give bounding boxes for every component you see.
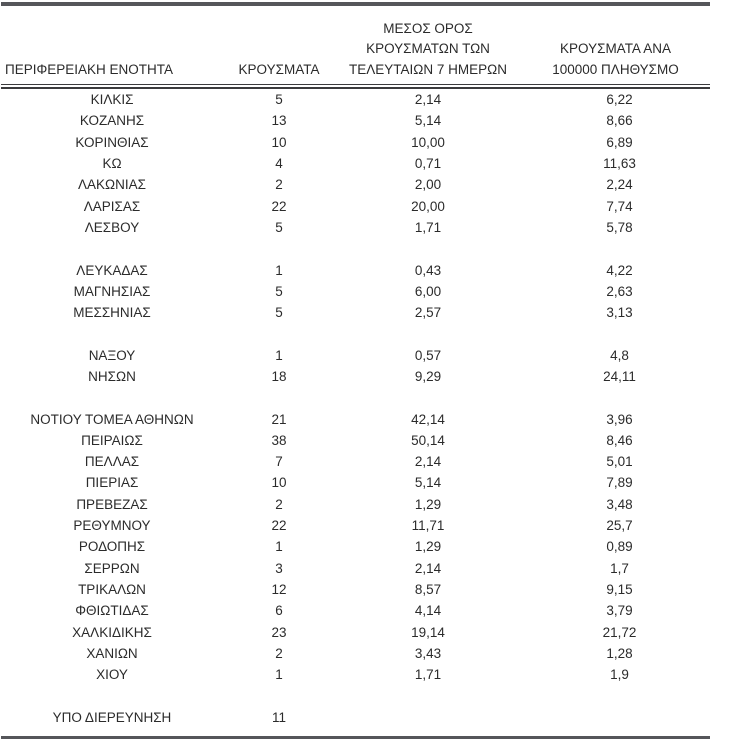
cell-cases-per-100k: 11,63 (603, 156, 636, 172)
table-row (1, 558, 710, 579)
table-row (1, 494, 710, 515)
cell-cases: 4 (275, 156, 283, 172)
cell-cases-per-100k: 4,8 (610, 347, 629, 363)
cell-7day-average: 6,00 (414, 283, 442, 299)
col-header-cases (223, 6, 335, 84)
cell-cases: 6 (275, 603, 283, 619)
cell-cases-per-100k: 6,89 (606, 134, 633, 150)
cell-7day-average: 10,00 (411, 134, 445, 150)
cell-cases (223, 323, 335, 344)
cell-cases-per-100k: 4,22 (606, 262, 633, 278)
spacer-row (1, 685, 710, 706)
table-row (1, 259, 710, 280)
cell-7day-average: 0,43 (414, 262, 442, 278)
table-row (1, 195, 710, 216)
cell-7day-average (335, 238, 521, 259)
cell-7day-average: 2,14 (414, 454, 442, 470)
table-row (1, 132, 710, 153)
spacer-row (1, 387, 710, 408)
cell-cases-per-100k: 7,74 (606, 198, 633, 214)
header-line: ΠΕΡΙΦΕΡΕΙΑΚΗ ΕΝΟΤΗΤΑ (5, 61, 174, 77)
header-line: ΚΡΟΥΣΜΑΤΩΝ ΤΩΝ (366, 41, 490, 56)
cell-cases: 21 (271, 411, 287, 427)
cell-cases-per-100k (521, 707, 710, 728)
cell-regional-unit (1, 323, 223, 344)
cell-7day-average: 2,00 (414, 177, 442, 193)
cell-cases: 18 (271, 369, 287, 384)
cell-regional-unit: ΠΕΛΛΑΣ (84, 454, 140, 470)
cell-regional-unit: ΡΟΔΟΠΗΣ (78, 539, 146, 555)
cell-cases-per-100k: 3,13 (606, 305, 633, 321)
cell-regional-unit: ΣΕΡΡΩΝ (84, 560, 140, 576)
cell-cases-per-100k: 3,79 (606, 603, 633, 619)
cell-cases (223, 238, 335, 259)
cell-regional-unit: ΚΟΖΑΝΗΣ (79, 113, 145, 129)
cell-7day-average: 3,43 (414, 645, 442, 661)
cell-cases-per-100k: 1,28 (606, 645, 633, 661)
cell-cases: 5 (275, 92, 283, 108)
table-row (1, 408, 710, 429)
cell-regional-unit: ΧΙΟΥ (96, 667, 128, 683)
cell-7day-average (335, 685, 521, 706)
cell-7day-average (335, 707, 521, 728)
cell-regional-unit: ΝΟΤΙΟΥ ΤΟΜΕΑ ΑΘΗΝΩΝ (30, 411, 194, 427)
cell-cases: 5 (275, 305, 283, 321)
cell-cases: 22 (271, 518, 287, 534)
cell-cases: 2 (275, 645, 283, 661)
cell-7day-average: 4,14 (414, 603, 442, 619)
cell-7day-average: 20,00 (411, 198, 445, 214)
cell-cases-per-100k (521, 238, 710, 259)
cell-cases: 5 (275, 219, 283, 235)
cell-regional-unit: ΠΕΙΡΑΙΩΣ (81, 432, 143, 448)
cell-cases: 1 (275, 262, 283, 278)
table-row (1, 366, 710, 387)
cell-cases: 38 (271, 432, 287, 448)
cell-7day-average (335, 387, 521, 408)
cell-7day-average: 5,14 (414, 475, 442, 491)
cell-7day-average: 1,29 (414, 496, 442, 512)
cell-cases: 7 (275, 454, 283, 470)
header-line: ΜΕΣΟΣ ΟΡΟΣ (383, 20, 473, 36)
col-header-regional-unit (1, 6, 223, 84)
header-line: ΚΡΟΥΣΜΑΤΑ ΑΝΑ (560, 41, 671, 56)
cell-7day-average (335, 323, 521, 344)
table-row (1, 174, 710, 195)
table-row (1, 451, 710, 472)
cell-regional-unit: ΡΕΘΥΜΝΟΥ (73, 518, 151, 534)
cell-regional-unit: ΛΕΥΚΑΔΑΣ (76, 262, 148, 278)
cell-cases-per-100k: 2,24 (606, 177, 633, 193)
cell-7day-average: 1,71 (414, 667, 442, 683)
cell-cases: 3 (275, 560, 283, 576)
cell-cases: 1 (275, 667, 283, 683)
cell-regional-unit: ΚΟΡΙΝΘΙΑΣ (75, 134, 149, 150)
cell-7day-average: 42,14 (411, 411, 445, 427)
table-row (1, 515, 710, 536)
cell-cases: 1 (275, 539, 283, 555)
table-row (1, 600, 710, 621)
header-line: 100000 ΠΛΗΘΥΣΜΟ (552, 61, 679, 77)
cell-regional-unit: ΦΘΙΩΤΙΔΑΣ (75, 603, 149, 619)
cell-cases-per-100k: 2,63 (606, 283, 633, 299)
cell-regional-unit: ΝΗΣΩΝ (88, 369, 136, 384)
cell-7day-average: 2,57 (414, 305, 442, 321)
cell-cases: 22 (271, 198, 287, 214)
table-row (1, 217, 710, 238)
cell-7day-average: 2,14 (414, 560, 442, 576)
cell-cases (223, 685, 335, 706)
cell-cases-per-100k: 5,01 (606, 454, 633, 470)
cell-7day-average: 2,14 (414, 92, 442, 108)
header-line: ΤΕΛΕΥΤΑΙΩΝ 7 ΗΜΕΡΩΝ (349, 61, 507, 77)
cell-regional-unit: ΧΑΝΙΩΝ (86, 645, 138, 661)
table-row (1, 536, 710, 557)
col-header-cases-per-100k (521, 6, 710, 84)
cell-7day-average: 0,57 (414, 347, 442, 363)
cell-regional-unit: ΝΑΞΟΥ (88, 347, 136, 363)
cell-cases: 10 (271, 475, 287, 491)
cell-cases-per-100k: 9,15 (606, 581, 633, 597)
cell-cases-per-100k: 3,96 (606, 411, 633, 427)
table-row (1, 643, 710, 664)
spacer-row (1, 323, 710, 344)
cell-cases (223, 387, 335, 408)
cell-cases: 2 (275, 177, 283, 193)
header-line: ΚΡΟΥΣΜΑΤΑ (238, 61, 320, 77)
cell-regional-unit: ΜΑΓΝΗΣΙΑΣ (73, 283, 151, 299)
cell-7day-average: 0,71 (414, 156, 442, 172)
cell-cases-per-100k (521, 685, 710, 706)
cell-cases: 1 (275, 347, 283, 363)
cell-regional-unit: ΥΠΟ ΔΙΕΡΕΥΝΗΣΗ (52, 709, 172, 725)
cell-regional-unit: ΧΑΛΚΙΔΙΚΗΣ (72, 624, 152, 640)
cell-7day-average: 19,14 (411, 624, 445, 640)
header-row (1, 6, 710, 84)
cell-cases: 23 (271, 624, 287, 640)
table-row (1, 153, 710, 174)
cell-regional-unit: ΠΡΕΒΕΖΑΣ (76, 496, 148, 512)
cell-cases-per-100k: 3,48 (606, 496, 633, 512)
cell-cases-per-100k: 24,11 (603, 369, 636, 384)
cell-cases: 2 (275, 496, 283, 512)
table-row (1, 707, 710, 728)
cell-cases: 11 (271, 709, 286, 725)
cell-7day-average: 50,14 (411, 432, 445, 448)
cell-cases-per-100k: 1,7 (610, 560, 629, 576)
cell-regional-unit (1, 238, 223, 259)
table-row (1, 472, 710, 493)
table-row (1, 110, 710, 131)
cell-regional-unit: ΜΕΣΣΗΝΙΑΣ (73, 305, 151, 321)
spacer-row (1, 238, 710, 259)
cell-cases: 5 (275, 283, 283, 299)
cell-cases-per-100k: 0,89 (606, 539, 633, 555)
table-row (1, 664, 710, 685)
cases-by-regional-unit-table (1, 6, 710, 728)
cell-7day-average: 5,14 (414, 113, 442, 129)
cell-regional-unit: ΤΡΙΚΑΛΩΝ (78, 581, 146, 597)
cell-cases-per-100k: 5,78 (606, 219, 633, 235)
cell-cases-per-100k: 8,46 (606, 432, 633, 448)
cell-cases-per-100k: 7,89 (606, 475, 633, 491)
table-row (1, 89, 710, 110)
table-row (1, 579, 710, 600)
cell-cases: 12 (271, 581, 287, 597)
table-header (1, 6, 710, 89)
cell-cases-per-100k: 25,7 (606, 518, 633, 534)
table-row (1, 430, 710, 451)
cell-cases: 13 (271, 113, 287, 129)
cell-cases-per-100k: 6,22 (606, 92, 633, 108)
col-header-7day-average (335, 6, 521, 84)
cell-7day-average: 9,29 (414, 369, 442, 384)
cell-7day-average: 8,57 (414, 581, 442, 597)
cell-cases-per-100k: 8,66 (606, 113, 633, 129)
table-row (1, 281, 710, 302)
cell-regional-unit: ΠΙΕΡΙΑΣ (85, 475, 139, 491)
cell-regional-unit: ΚΩ (102, 156, 122, 172)
cell-cases-per-100k (521, 387, 710, 408)
cell-cases: 10 (271, 134, 287, 150)
table-row (1, 345, 710, 366)
cell-regional-unit: ΚΙΛΚΙΣ (90, 92, 134, 108)
table-row (1, 621, 710, 642)
cell-regional-unit: ΛΑΚΩΝΙΑΣ (78, 177, 146, 193)
table-body (1, 89, 710, 728)
cell-regional-unit: ΛΕΣΒΟΥ (84, 219, 140, 235)
cell-cases-per-100k: 1,9 (610, 667, 629, 683)
cell-cases-per-100k: 21,72 (602, 624, 637, 640)
cell-7day-average: 11,71 (411, 518, 445, 534)
cell-7day-average: 1,29 (414, 539, 442, 555)
cell-7day-average: 1,71 (414, 219, 442, 235)
cell-cases-per-100k (521, 323, 710, 344)
cell-regional-unit (1, 685, 223, 706)
bottom-rule (1, 736, 710, 739)
cell-regional-unit (1, 387, 223, 408)
table-row (1, 302, 710, 323)
cell-regional-unit: ΛΑΡΙΣΑΣ (83, 198, 141, 214)
